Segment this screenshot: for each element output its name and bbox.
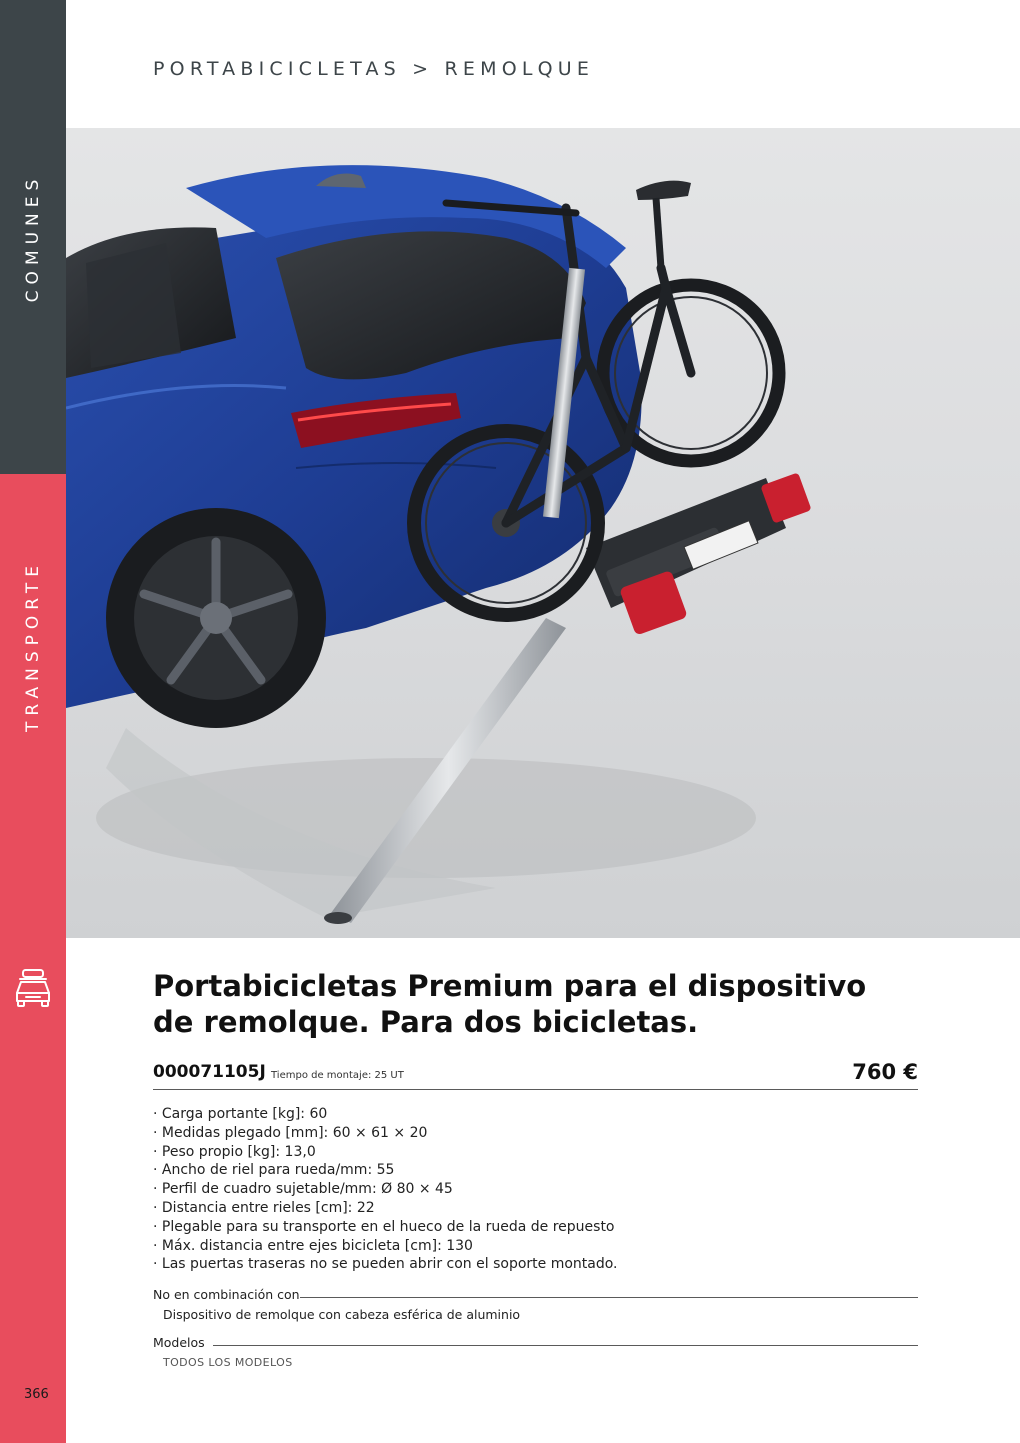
models-label: Modelos [153,1335,205,1350]
models-divider [213,1345,918,1346]
page-number: 366 [24,1387,49,1402]
not-combinable-divider [298,1297,918,1298]
feature-item: · Las puertas traseras no se pueden abrir con el soporte montado. [153,1255,618,1274]
breadcrumb: PORTABICICLETAS > REMOLQUE [153,58,595,80]
product-title: Portabicicletas Premium para el dispositivo de remolque. Para dos bicicletas. [153,969,867,1039]
feature-item: · Distancia entre rieles [cm]: 22 [153,1199,618,1218]
car-roof-rack-icon [12,968,54,1010]
feature-item: · Peso propio [kg]: 13,0 [153,1143,618,1162]
feature-item: · Ancho de riel para rueda/mm: 55 [153,1161,618,1180]
product-code-row [153,1062,918,1090]
product-price: 760 € [852,1060,918,1084]
feature-list [153,1105,618,1274]
feature-item: · Máx. distancia entre ejes bicicleta [cm]: 130 [153,1237,618,1256]
mounting-time: Tiempo de montaje: 25 UT [271,1070,404,1081]
models-value: TODOS LOS MODELOS [163,1356,293,1369]
feature-item: · Carga portante [kg]: 60 [153,1105,618,1124]
sidebar-section-comunes[interactable] [0,0,66,474]
feature-item: · Medidas plegado [mm]: 60 × 61 × 20 [153,1124,618,1143]
feature-item: · Perfil de cuadro sujetable/mm: Ø 80 × 45 [153,1180,618,1199]
not-combinable-value: Dispositivo de remolque con cabeza esférica de aluminio [163,1307,521,1322]
sidebar-label-comunes: COMUNES [23,173,43,303]
product-code: 000071105J [153,1062,266,1082]
sidebar-section-transporte[interactable] [0,474,66,1443]
product-photo [66,128,1020,938]
sidebar-label-transporte: TRANSPORTE [23,560,43,732]
not-combinable-label: No en combinación con [153,1287,300,1302]
feature-item: · Plegable para su transporte en el hueco de la rueda de repuesto [153,1218,618,1237]
